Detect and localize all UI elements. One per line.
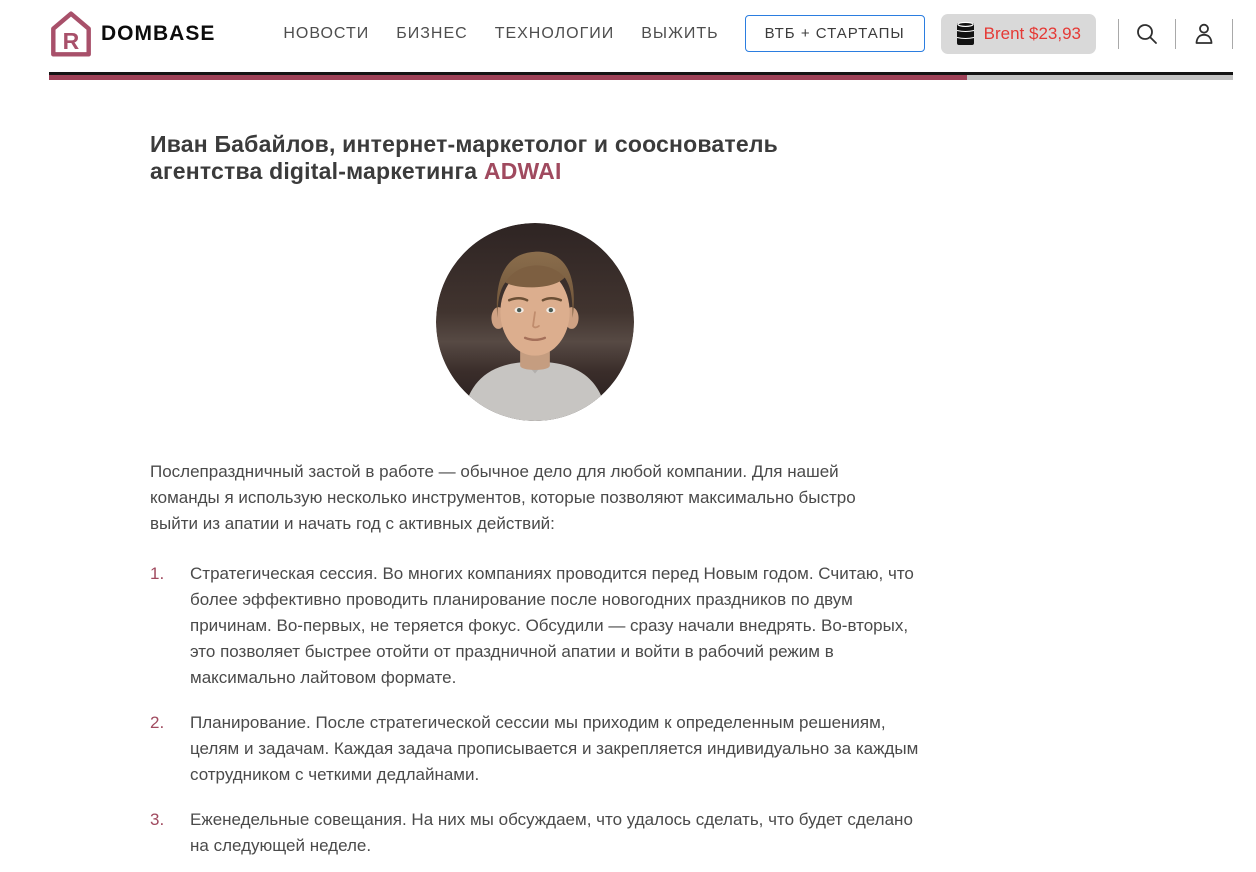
nav-item-tech[interactable]: ТЕХНОЛОГИИ	[494, 24, 615, 42]
brent-price-label: Brent $23,93	[983, 23, 1081, 43]
house-logo-icon	[49, 11, 93, 57]
nav-item-survive[interactable]: ВЫЖИТЬ	[641, 24, 719, 42]
numbered-list	[150, 561, 920, 859]
nav-item-business[interactable]: БИЗНЕС	[396, 24, 468, 42]
divider	[1118, 19, 1119, 49]
list-item-text: Стратегическая сессия. Во многих компаниях проводится перед Новым годом. Считаю, что более эффективно проводить планирование после новогодних праздников по двум причинам. Во-первых, не теряется фокус. Обсудили — сразу начали внедрять. Во-вторых, это позволяет быстрее отойти от праздничной апатии и войти в рабочий режим в максимально лайтовом формате.	[190, 564, 914, 687]
list-item-number: 3.	[150, 810, 165, 829]
site-header	[0, 0, 1256, 67]
brent-ticker-badge[interactable]	[941, 14, 1096, 54]
author-photo	[436, 223, 634, 421]
article-title-text: Иван Бабайлов, интернет-маркетолог и сооснователь агентства digital-маркетинга	[150, 131, 779, 184]
divider	[1232, 19, 1233, 49]
list-item-text: Еженедельные совещания. На них мы обсуждаем, что удалось сделать, что будет сделано на следующей неделе.	[190, 810, 913, 855]
article-title	[150, 131, 892, 185]
search-icon[interactable]	[1135, 22, 1159, 46]
user-profile-icon[interactable]	[1192, 22, 1216, 46]
oil-barrel-icon	[956, 21, 975, 47]
header-icon-strip	[1118, 19, 1233, 49]
list-item-text: Планирование. После стратегической сессии мы приходим к определенным решениям, целям и задачам. Каждая задача прописывается и закрепляется индивидуально за каждым сотрудником с четкими дедлайнами.	[190, 713, 919, 784]
article-intro-paragraph: Послепраздничный застой в работе — обычное дело для любой компании. Для нашей команды я использую несколько инструментов, которые позволяют максимально быстро выйти из апатии и начать год с активных действий:	[150, 462, 856, 533]
list-item	[150, 561, 920, 691]
list-item-number: 2.	[150, 713, 165, 732]
site-logo[interactable]	[49, 11, 215, 57]
nav-item-news[interactable]: НОВОСТИ	[283, 24, 370, 42]
progress-bar-track	[49, 75, 1233, 80]
author-portrait-image	[436, 223, 634, 421]
reading-progress-bar	[49, 72, 1233, 80]
article-title-accent-adwai[interactable]: ADWAI	[483, 158, 562, 184]
list-item-number: 1.	[150, 564, 165, 583]
article-body	[150, 80, 920, 859]
progress-bar-fill	[49, 75, 967, 80]
list-item	[150, 807, 920, 859]
logo-wordmark: DOMBASE	[101, 21, 216, 45]
header-right-group	[745, 14, 1233, 54]
main-nav	[283, 25, 718, 43]
svg-text:R: R	[62, 27, 80, 54]
vtb-startups-button[interactable]: ВТБ + СТАРТАПЫ	[745, 15, 925, 52]
list-item	[150, 710, 920, 788]
divider	[1175, 19, 1176, 49]
